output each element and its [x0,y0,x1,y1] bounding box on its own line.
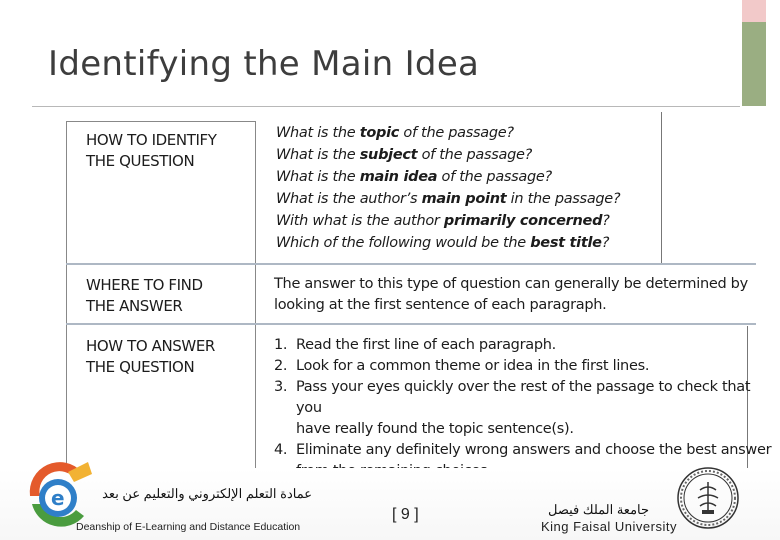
question-item: What is the main idea of the passage? [276,169,552,185]
question-item: What is the author’s main point in the passage? [276,191,621,207]
deanship-name-english: Deanship of E-Learning and Distance Education [76,521,301,533]
svg-text:e: e [51,486,65,510]
row-label-line: HOW TO ANSWER [86,337,215,355]
page-number: [ 9 ] [392,506,419,523]
row-label-line: THE ANSWER [86,297,183,315]
step-item: 1. Read the first line of each paragraph. [274,337,556,353]
question-item: What is the topic of the passage? [276,125,514,141]
row-label-line: THE QUESTION [86,152,195,170]
step-item: 4. Eliminate any definitely wrong answers and choose the best answer [274,442,772,458]
step-item: 2. Look for a common theme or idea in the first lines. [274,358,650,374]
accent-block-green [742,22,766,106]
answer-location-text [274,274,748,316]
row-label-identify [86,130,216,172]
question-item: What is the subject of the passage? [276,147,533,163]
answer-text-line: looking at the first sentence of each paragraph. [274,297,607,313]
row-divider-2 [66,323,756,325]
row-label-line: THE QUESTION [86,358,195,376]
question-item: With what is the author primarily concerned? [276,213,610,229]
row-divider-1 [66,263,756,265]
row-label-answer [86,336,215,378]
question-list [276,122,620,254]
page-title: Identifying the Main Idea [48,44,480,84]
table-right-border-top [661,112,662,264]
step-item: 3. Pass your eyes quickly over the rest of the passage to check that you have really found the topic sentence(s). [274,379,751,437]
row-label-line: HOW TO IDENTIFY [86,131,217,149]
university-seal-icon [676,466,740,530]
answer-text-line: The answer to this type of question can generally be determined by [274,276,748,292]
answer-steps [274,335,780,482]
title-divider [32,106,740,107]
deanship-name-arabic: عمادة التعلم الإلكتروني والتعليم عن بعد [102,486,312,501]
row-label-line: WHERE TO FIND [86,276,203,294]
university-name-english: King Faisal University [541,519,677,534]
accent-block-pink [742,0,766,22]
question-item: Which of the following would be the best title? [276,235,610,251]
row-label-find [86,275,203,317]
university-name-arabic: جامعة الملك فيصل [548,502,650,517]
